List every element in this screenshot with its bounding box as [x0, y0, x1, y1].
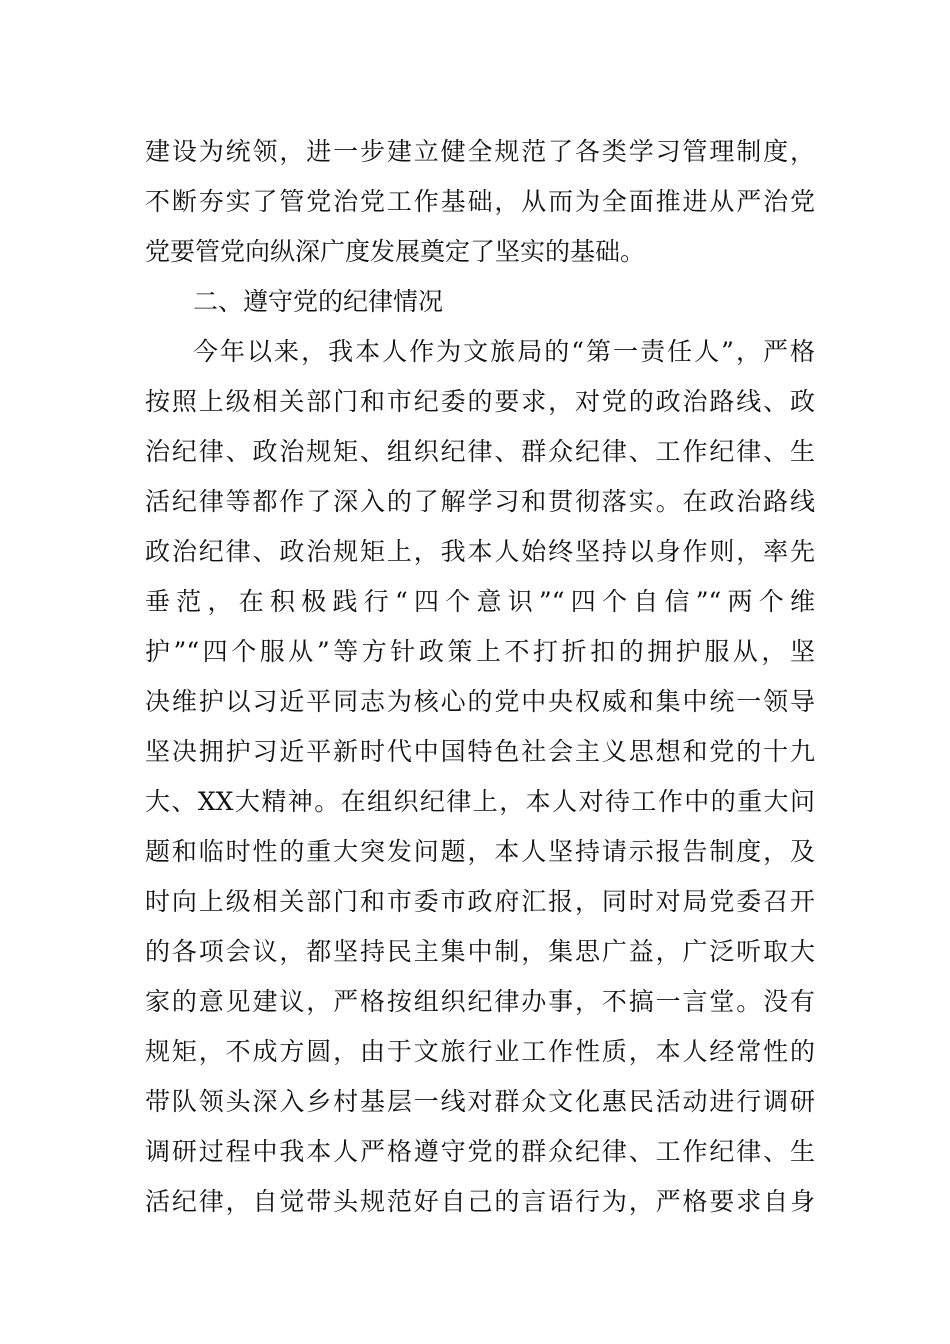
paragraph-line: 治纪律、政治规矩、组织纪律、群众纪律、工作纪律、生 [145, 437, 815, 466]
paragraph-line: 大、XX大精神。在组织纪律上，本人对待工作中的重大问 [145, 787, 815, 816]
paragraph-line: 决维护以习近平同志为核心的党中央权威和集中统一领导 [145, 687, 815, 716]
paragraph-line: 按照上级相关部门和市纪委的要求，对党的政治路线、政 [145, 387, 815, 416]
paragraph-line: 活纪律等都作了深入的了解学习和贯彻落实。在政治路线 [145, 487, 815, 516]
paragraph-line: 题和临时性的重大突发问题，本人坚持请示报告制度，及 [145, 837, 815, 866]
paragraph-line: 建设为统领，进一步建立健全规范了各类学习管理制度， [145, 137, 815, 166]
paragraph-line: 的各项会议，都坚持民主集中制，集思广益，广泛听取大 [145, 937, 815, 966]
paragraph-line: 党要管党向纵深广度发展奠定了坚实的基础。 [145, 237, 646, 266]
paragraph-line: 时向上级相关部门和市委市政府汇报，同时对局党委召开 [145, 887, 815, 916]
paragraph-line: 今年以来，我本人作为文旅局的“第一责任人”，严格 [193, 337, 815, 366]
paragraph-line: 规矩，不成方圆，由于文旅行业工作性质，本人经常性的 [145, 1037, 815, 1066]
paragraph-line: 家的意见建议，严格按组织纪律办事，不搞一言堂。没有 [145, 987, 815, 1016]
paragraph-line: 调研过程中我本人严格遵守党的群众纪律、工作纪律、生 [145, 1137, 815, 1166]
paragraph-line: 带队领头深入乡村基层一线对群众文化惠民活动进行调研 [145, 1087, 815, 1116]
paragraph-line: 垂范，在积极践行“四个意识”“四个自信”“两个维 [145, 587, 815, 616]
paragraph-line: 政治纪律、政治规矩上，我本人始终坚持以身作则，率先 [145, 537, 815, 566]
section-heading: 二、遵守党的纪律情况 [193, 287, 444, 316]
paragraph-line: 坚决拥护习近平新时代中国特色社会主义思想和党的十九 [145, 737, 815, 766]
paragraph-line: 不断夯实了管党治党工作基础，从而为全面推进从严治党 [145, 187, 815, 216]
paragraph-line: 护”“四个服从”等方针政策上不打折扣的拥护服从，坚 [145, 637, 815, 666]
paragraph-line: 活纪律，自觉带头规范好自己的言语行为，严格要求自身 [145, 1187, 815, 1216]
